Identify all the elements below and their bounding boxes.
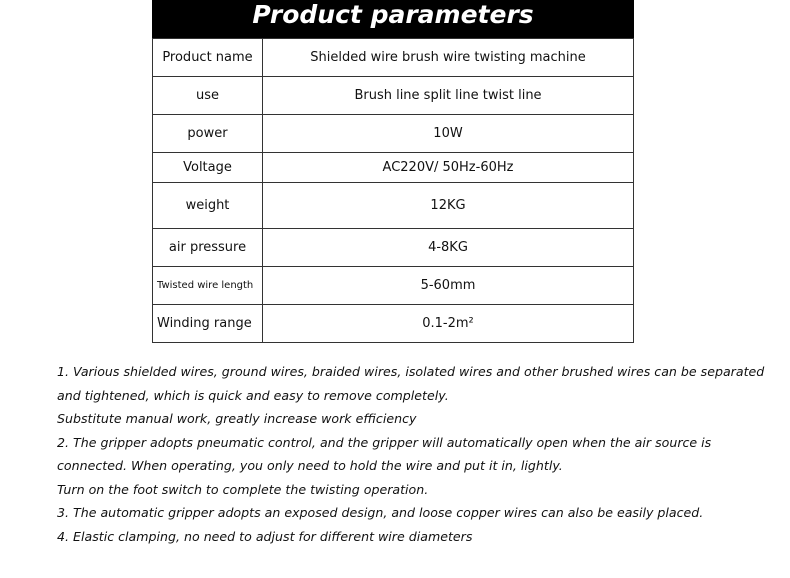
row-value: Brush line split line twist line: [263, 77, 634, 115]
table-title: Product parameters: [152, 0, 634, 38]
table-row: [153, 153, 634, 183]
row-value: 12KG: [263, 183, 634, 229]
table-row: [153, 267, 634, 305]
table-row: [153, 183, 634, 229]
row-label: Voltage: [153, 153, 263, 183]
row-label: use: [153, 77, 263, 115]
note-line: 3. The automatic gripper adopts an exposed design, and loose copper wires can also be easily placed.: [57, 505, 704, 520]
row-value: Shielded wire brush wire twisting machine: [263, 39, 634, 77]
row-label: air pressure: [153, 229, 263, 267]
row-value: 5-60mm: [263, 267, 634, 305]
row-label: Winding range: [153, 305, 263, 343]
row-label: weight: [153, 183, 263, 229]
note-line: 2. The gripper adopts pneumatic control, and the gripper will automatically open when the air source is connected. When operating, you only need to hold the wire and put it in, lightly.: [57, 434, 712, 473]
row-value: 4-8KG: [263, 229, 634, 267]
note-line: 1. Various shielded wires, ground wires, braided wires, isolated wires and other brushed wires can be separated and tightened, which is quick and easy to remove completely.: [57, 364, 765, 403]
note-line: 4. Elastic clamping, no need to adjust for different wire diameters: [57, 528, 473, 544]
row-label: power: [153, 115, 263, 153]
row-value: 10W: [263, 115, 634, 153]
note-line: Substitute manual work, greatly increase work efficiency: [57, 411, 417, 426]
row-label: Product name: [153, 39, 263, 77]
feature-notes: [57, 360, 782, 548]
row-value: AC220V/ 50Hz-60Hz: [263, 153, 634, 183]
table-row: [153, 115, 634, 153]
note-line: Turn on the foot switch to complete the twisting operation.: [57, 481, 429, 497]
table-row: [153, 77, 634, 115]
table-row: [153, 39, 634, 77]
table-row: [153, 305, 634, 343]
parameters-table-container: [152, 0, 634, 343]
row-label: Twisted wire length: [153, 267, 263, 305]
table-row: [153, 229, 634, 267]
row-value: 0.1-2m²: [263, 305, 634, 343]
parameters-table: [152, 38, 634, 343]
